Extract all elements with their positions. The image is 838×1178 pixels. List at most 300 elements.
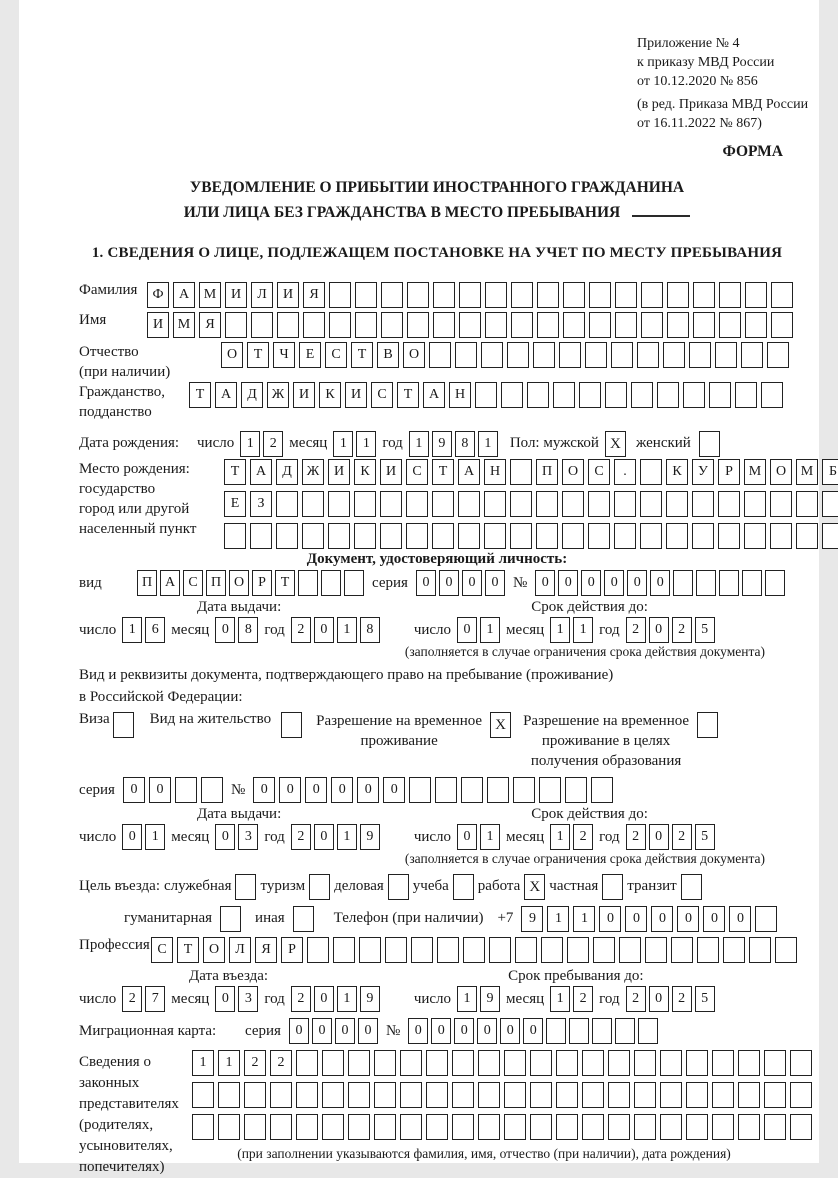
char-cell xyxy=(666,523,688,549)
char-cell: К xyxy=(319,382,341,408)
char-cell: 8 xyxy=(455,431,475,457)
char-cell xyxy=(432,491,454,517)
res-series-cells xyxy=(123,777,223,803)
citizenship-row xyxy=(79,382,795,422)
char-cell xyxy=(615,282,637,308)
char-cell xyxy=(452,1114,474,1140)
char-cell xyxy=(645,937,667,963)
char-cell xyxy=(663,342,685,368)
char-cell xyxy=(296,1114,318,1140)
char-cell xyxy=(504,1050,526,1076)
amendment-line: (в ред. Приказа МВД России xyxy=(637,97,809,112)
char-cell xyxy=(270,1114,292,1140)
char-cell: Д xyxy=(241,382,263,408)
char-cell: А xyxy=(215,382,237,408)
year-label: год xyxy=(382,435,403,451)
doc-valid-year-cells xyxy=(626,617,715,643)
char-cell xyxy=(692,491,714,517)
profession-cells xyxy=(151,937,797,963)
char-cell xyxy=(244,1114,266,1140)
char-cell: 0 xyxy=(416,570,436,596)
char-cell xyxy=(406,523,428,549)
char-cell: К xyxy=(666,459,688,485)
doc-dates-headings xyxy=(79,599,795,616)
char-cell xyxy=(192,1082,214,1108)
doc-valid-day-cells xyxy=(457,617,500,643)
char-cell: 9 xyxy=(432,431,452,457)
char-cell xyxy=(463,937,485,963)
char-cell xyxy=(686,1082,708,1108)
char-cell xyxy=(589,312,611,338)
char-cell xyxy=(667,282,689,308)
char-cell: 0 xyxy=(215,617,235,643)
birthplace-cells-row3 xyxy=(224,523,838,549)
res-valid-year-cells xyxy=(626,824,715,850)
char-cell: 0 xyxy=(485,570,505,596)
char-cell xyxy=(359,937,381,963)
char-cell xyxy=(201,777,223,803)
char-cell: 0 xyxy=(215,824,235,850)
char-cell: 0 xyxy=(558,570,578,596)
year-label: год xyxy=(599,990,620,1007)
citizenship-label: Гражданство, подданство xyxy=(79,384,166,420)
char-cell: 1 xyxy=(547,906,569,932)
char-cell: Н xyxy=(449,382,471,408)
char-cell: И xyxy=(380,459,402,485)
amendment-line: от 16.11.2022 № 867) xyxy=(637,116,762,131)
char-cell xyxy=(553,382,575,408)
char-cell xyxy=(459,282,481,308)
patronymic-row xyxy=(79,342,795,382)
char-cell xyxy=(322,1114,344,1140)
char-cell xyxy=(775,937,797,963)
char-cell xyxy=(771,282,793,308)
char-cell: И xyxy=(345,382,367,408)
doc-issue-year-cells xyxy=(291,617,380,643)
char-cell: И xyxy=(225,282,247,308)
char-cell xyxy=(697,937,719,963)
stay-month-cells xyxy=(550,986,593,1012)
char-cell xyxy=(354,491,376,517)
visa-label: Виза xyxy=(79,711,110,727)
char-cell xyxy=(374,1082,396,1108)
char-cell: 2 xyxy=(291,986,311,1012)
char-cell xyxy=(744,523,766,549)
residence-permit-label: Вид на жительство xyxy=(149,711,272,727)
char-cell: 1 xyxy=(333,431,353,457)
char-cell xyxy=(251,312,273,338)
char-cell xyxy=(634,1114,656,1140)
char-cell: Я xyxy=(199,312,221,338)
temp-residence-edu-checkbox xyxy=(697,712,718,738)
char-cell xyxy=(683,382,705,408)
doc-issue-month-cells xyxy=(215,617,258,643)
char-cell xyxy=(485,312,507,338)
char-cell xyxy=(452,1050,474,1076)
patronymic-label: Отчество (при наличии) xyxy=(79,344,171,380)
char-cell xyxy=(348,1114,370,1140)
char-cell: 0 xyxy=(649,617,669,643)
char-cell xyxy=(637,342,659,368)
char-cell xyxy=(696,570,716,596)
phone-cells xyxy=(521,906,777,932)
legal-reps-section xyxy=(79,1050,795,1175)
mig-series-cells xyxy=(289,1018,378,1044)
char-cell xyxy=(459,312,481,338)
char-cell xyxy=(556,1114,578,1140)
char-cell xyxy=(537,282,559,308)
res-issue-month-cells xyxy=(215,824,258,850)
char-cell: 9 xyxy=(480,986,500,1012)
char-cell xyxy=(381,282,403,308)
birthplace-row xyxy=(79,459,838,549)
char-cell: 1 xyxy=(457,986,477,1012)
year-label: год xyxy=(264,828,285,845)
char-cell xyxy=(767,342,789,368)
char-cell xyxy=(582,1082,604,1108)
char-cell: П xyxy=(137,570,157,596)
char-cell xyxy=(374,1050,396,1076)
char-cell xyxy=(745,282,767,308)
profession-label: Профессия xyxy=(79,937,150,953)
char-cell xyxy=(640,491,662,517)
char-cell xyxy=(608,1050,630,1076)
char-cell xyxy=(541,937,563,963)
char-cell xyxy=(478,1114,500,1140)
char-cell xyxy=(400,1050,422,1076)
char-cell: Т xyxy=(351,342,373,368)
char-cell: 8 xyxy=(360,617,380,643)
char-cell: А xyxy=(458,459,480,485)
surname-label: Фамилия xyxy=(79,282,138,298)
char-cell xyxy=(348,1082,370,1108)
char-cell xyxy=(307,937,329,963)
arrival-notification-form xyxy=(19,0,838,1175)
char-cell: 2 xyxy=(672,824,692,850)
char-cell: 2 xyxy=(626,824,646,850)
char-cell xyxy=(631,382,653,408)
char-cell xyxy=(660,1082,682,1108)
char-cell: 0 xyxy=(123,777,145,803)
char-cell xyxy=(458,491,480,517)
char-cell: 0 xyxy=(457,824,477,850)
char-cell xyxy=(192,1114,214,1140)
birthplace-cells-row1 xyxy=(224,459,838,485)
char-cell xyxy=(742,570,762,596)
char-cell: М xyxy=(744,459,766,485)
day-label: число xyxy=(79,990,117,1007)
char-cell xyxy=(614,491,636,517)
char-cell: 0 xyxy=(289,1018,309,1044)
char-cell xyxy=(296,1050,318,1076)
char-cell xyxy=(719,282,741,308)
char-cell: П xyxy=(536,459,558,485)
birth-day-cells xyxy=(240,431,283,457)
char-cell xyxy=(321,570,341,596)
char-cell: 0 xyxy=(122,824,142,850)
char-cell: 1 xyxy=(337,986,357,1012)
char-cell xyxy=(455,342,477,368)
char-cell xyxy=(458,523,480,549)
char-cell: 0 xyxy=(314,824,334,850)
mig-number-label: № xyxy=(385,1022,401,1039)
char-cell xyxy=(565,777,587,803)
char-cell xyxy=(487,777,509,803)
char-cell: 0 xyxy=(581,570,601,596)
char-cell: 2 xyxy=(270,1050,292,1076)
char-cell: М xyxy=(199,282,221,308)
char-cell: 0 xyxy=(253,777,275,803)
char-cell: О xyxy=(229,570,249,596)
char-cell xyxy=(569,1018,589,1044)
char-cell xyxy=(489,937,511,963)
char-cell xyxy=(530,1082,552,1108)
char-cell: О xyxy=(403,342,425,368)
res-number-label: № xyxy=(230,781,246,798)
char-cell: 0 xyxy=(729,906,751,932)
purpose-study-checkbox xyxy=(453,874,474,900)
name-label: Имя xyxy=(79,312,107,328)
surname-cells xyxy=(147,282,793,308)
char-cell xyxy=(765,570,785,596)
char-cell: 0 xyxy=(651,906,673,932)
char-cell: 1 xyxy=(550,617,570,643)
char-cell: 0 xyxy=(149,777,171,803)
migration-card-row xyxy=(79,1018,795,1044)
char-cell: 0 xyxy=(500,1018,520,1044)
purpose-transit-checkbox xyxy=(681,874,702,900)
day-label: число xyxy=(413,990,452,1007)
char-cell: 2 xyxy=(291,824,311,850)
char-cell xyxy=(276,523,298,549)
char-cell xyxy=(715,342,737,368)
char-cell xyxy=(634,1050,656,1076)
char-cell xyxy=(614,523,636,549)
res-series-label: серия xyxy=(79,781,115,798)
char-cell: И xyxy=(293,382,315,408)
char-cell xyxy=(433,282,455,308)
char-cell xyxy=(764,1050,786,1076)
char-cell: О xyxy=(203,937,225,963)
char-cell: Н xyxy=(484,459,506,485)
mig-series-label: серия xyxy=(245,1022,281,1039)
char-cell xyxy=(504,1082,526,1108)
day-label: число xyxy=(413,621,452,638)
issue-date-heading: Дата выдачи: xyxy=(197,599,282,615)
char-cell: 2 xyxy=(573,824,593,850)
char-cell: В xyxy=(377,342,399,368)
char-cell xyxy=(484,523,506,549)
char-cell xyxy=(589,282,611,308)
purpose-label: гуманитарная xyxy=(124,910,213,926)
char-cell: 0 xyxy=(439,570,459,596)
doc-dates-row xyxy=(79,617,795,643)
char-cell: Т xyxy=(432,459,454,485)
char-cell xyxy=(380,491,402,517)
char-cell xyxy=(738,1082,760,1108)
char-cell: 0 xyxy=(215,986,235,1012)
char-cell: 2 xyxy=(263,431,283,457)
male-checkbox: X xyxy=(605,431,626,457)
day-label: число xyxy=(197,435,235,451)
char-cell: М xyxy=(796,459,818,485)
char-cell xyxy=(432,523,454,549)
entry-date-heading: Дата въезда: xyxy=(189,968,269,984)
char-cell: 9 xyxy=(521,906,543,932)
char-cell: Я xyxy=(303,282,325,308)
char-cell: Т xyxy=(224,459,246,485)
surname-row xyxy=(79,282,795,308)
char-cell xyxy=(591,777,613,803)
char-cell xyxy=(790,1050,812,1076)
char-cell xyxy=(771,312,793,338)
day-label: число xyxy=(79,828,117,845)
issue-date-heading: Дата выдачи: xyxy=(197,806,282,822)
appendix-line: от 10.12.2020 № 856 xyxy=(637,74,758,89)
char-cell xyxy=(426,1050,448,1076)
char-cell: Е xyxy=(224,491,246,517)
char-cell: И xyxy=(328,459,350,485)
birthplace-label: Место рождения: государство город или другой населенный пункт xyxy=(79,461,197,537)
char-cell xyxy=(484,491,506,517)
char-cell xyxy=(225,312,247,338)
phone-prefix: +7 xyxy=(497,910,514,926)
char-cell: 0 xyxy=(462,570,482,596)
char-cell xyxy=(270,1082,292,1108)
char-cell xyxy=(527,382,549,408)
char-cell xyxy=(302,523,324,549)
char-cell xyxy=(344,570,364,596)
char-cell: 1 xyxy=(550,824,570,850)
char-cell xyxy=(712,1114,734,1140)
char-cell xyxy=(381,312,403,338)
char-cell xyxy=(709,382,731,408)
char-cell xyxy=(452,1082,474,1108)
legal-reps-cells-row3 xyxy=(192,1114,795,1140)
char-cell xyxy=(822,523,838,549)
birth-year-cells xyxy=(409,431,498,457)
char-cell xyxy=(556,1082,578,1108)
temp-residence-edu-label: Разрешение на временное проживание в целях получения образования xyxy=(523,713,690,769)
char-cell xyxy=(380,523,402,549)
name-row xyxy=(79,312,795,338)
char-cell xyxy=(718,523,740,549)
month-label: месяц xyxy=(171,621,210,638)
char-cell xyxy=(328,491,350,517)
char-cell xyxy=(719,312,741,338)
form-label: ФОРМА xyxy=(722,143,783,160)
restriction-note: (заполняется в случае ограничения срока действия документа) xyxy=(404,644,765,659)
char-cell: И xyxy=(147,312,169,338)
char-cell: Е xyxy=(299,342,321,368)
char-cell xyxy=(515,937,537,963)
entry-dates-headings xyxy=(79,968,795,985)
char-cell: 0 xyxy=(625,906,647,932)
char-cell xyxy=(296,1082,318,1108)
char-cell: Б xyxy=(822,459,838,485)
char-cell: 0 xyxy=(331,777,353,803)
day-label: число xyxy=(413,828,452,845)
char-cell xyxy=(608,1082,630,1108)
purpose-label: деловая xyxy=(334,878,384,894)
stay-until-heading: Срок пребывания до: xyxy=(508,968,644,984)
char-cell xyxy=(461,777,483,803)
purpose-label: работа xyxy=(477,878,521,894)
char-cell: 0 xyxy=(599,906,621,932)
char-cell: 1 xyxy=(550,986,570,1012)
char-cell: 5 xyxy=(695,824,715,850)
char-cell xyxy=(354,523,376,549)
char-cell: П xyxy=(206,570,226,596)
char-cell: О xyxy=(770,459,792,485)
year-label: год xyxy=(599,621,620,638)
char-cell xyxy=(712,1050,734,1076)
residence-permit-checkbox xyxy=(281,712,302,738)
char-cell: 1 xyxy=(337,824,357,850)
char-cell xyxy=(755,906,777,932)
char-cell xyxy=(277,312,299,338)
char-cell xyxy=(244,1082,266,1108)
char-cell: 0 xyxy=(649,824,669,850)
purpose-label: учеба xyxy=(412,878,449,894)
temp-residence-label: Разрешение на временное проживание xyxy=(316,713,483,749)
char-cell xyxy=(559,342,581,368)
section1-heading: 1. СВЕДЕНИЯ О ЛИЦЕ, ПОДЛЕЖАЩЕМ ПОСТАНОВКЕ НА УЧЕТ ПО МЕСТУ ПРЕБЫВАНИЯ xyxy=(91,245,783,261)
char-cell xyxy=(634,1082,656,1108)
stay-year-cells xyxy=(626,986,715,1012)
char-cell: Р xyxy=(281,937,303,963)
char-cell xyxy=(689,342,711,368)
month-label: месяц xyxy=(506,828,545,845)
residence-series-row xyxy=(79,777,795,803)
char-cell xyxy=(611,342,633,368)
char-cell: 1 xyxy=(573,617,593,643)
char-cell: 0 xyxy=(383,777,405,803)
char-cell xyxy=(673,570,693,596)
char-cell xyxy=(657,382,679,408)
char-cell: . xyxy=(614,459,636,485)
char-cell xyxy=(426,1082,448,1108)
char-cell xyxy=(511,282,533,308)
char-cell xyxy=(435,777,457,803)
residence-doc-options xyxy=(79,711,795,771)
identity-doc-heading: Документ, удостоверяющий личность: xyxy=(306,551,568,567)
purpose-other-checkbox xyxy=(293,906,314,932)
char-cell xyxy=(686,1050,708,1076)
profession-row xyxy=(79,937,795,963)
char-cell xyxy=(671,937,693,963)
entry-purpose-row xyxy=(79,873,795,900)
char-cell: Ч xyxy=(273,342,295,368)
form-title-line2: ИЛИ ЛИЦА БЕЗ ГРАЖДАНСТВА В МЕСТО ПРЕБЫВАНИЯ xyxy=(79,200,795,225)
residence-doc-text: Вид и реквизиты документа, подтверждающего право на пребывание (проживание) в Российской Федерации: xyxy=(79,667,614,705)
char-cell: 2 xyxy=(672,986,692,1012)
char-cell xyxy=(567,937,589,963)
char-cell xyxy=(605,382,627,408)
char-cell: 0 xyxy=(535,570,555,596)
char-cell: 0 xyxy=(454,1018,474,1044)
char-cell: С xyxy=(151,937,173,963)
char-cell xyxy=(513,777,535,803)
char-cell xyxy=(407,312,429,338)
char-cell: 2 xyxy=(626,617,646,643)
char-cell xyxy=(437,937,459,963)
char-cell: 0 xyxy=(627,570,647,596)
char-cell xyxy=(660,1114,682,1140)
purpose-business-checkbox xyxy=(388,874,409,900)
char-cell xyxy=(579,382,601,408)
purpose-label: служебная xyxy=(163,878,232,894)
